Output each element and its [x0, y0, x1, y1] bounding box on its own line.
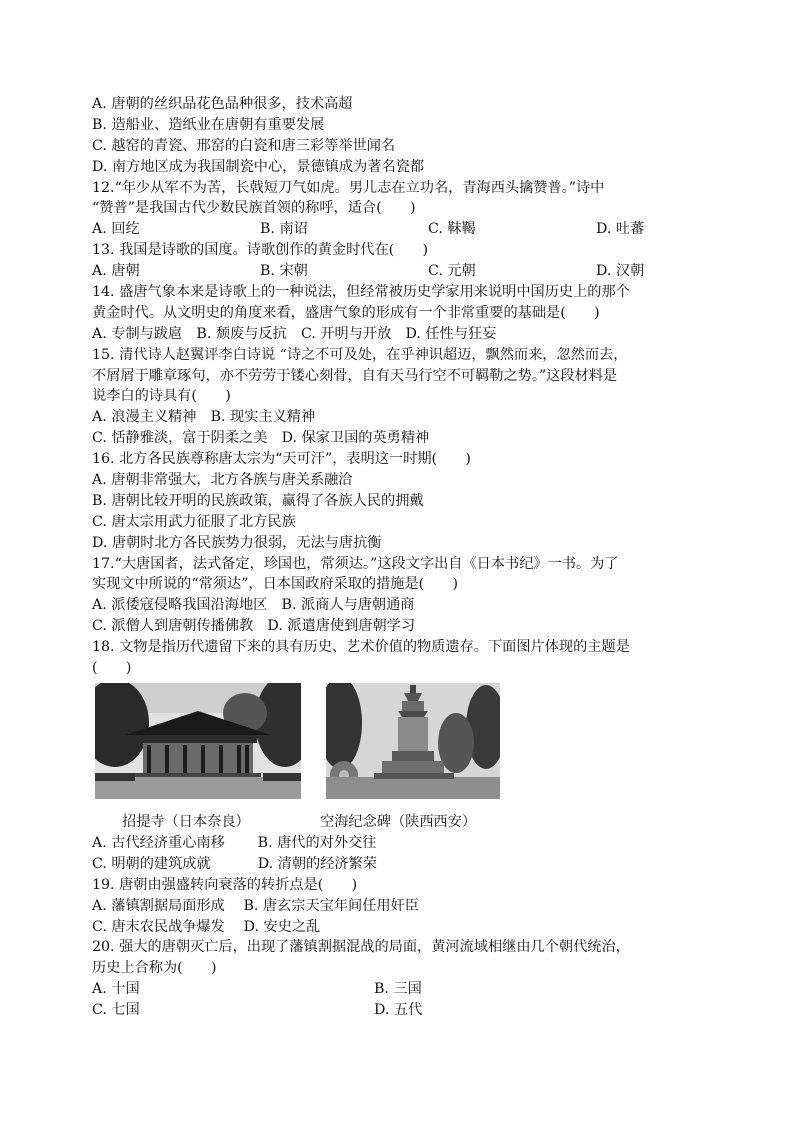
q20-option-a: A. 十国 [92, 981, 140, 998]
q17-stem-line2: 实现文中所说的“常须达”，日本国政府采取的措施是( ) [92, 576, 459, 593]
q20-options-cd [92, 1000, 704, 1021]
q17-options-cd: C. 派僧人到唐朝传播佛教 D. 派遣唐使到唐朝学习 [92, 618, 416, 635]
q15-options-cd: C. 恬静雅淡，富于阴柔之美 D. 保家卫国的英勇精神 [92, 430, 430, 447]
q13-options [92, 261, 704, 282]
q12-option-b: B. 南诏 [260, 221, 308, 238]
q12-options [92, 219, 704, 240]
q14-stem-line1: 14. 盛唐气象本来是诗歌上的一种说法，但经常被历史学家用来说明中国历史上的那个 [92, 284, 630, 301]
q18-stem-line1: 18. 文物是指历代遗留下来的具有历史、艺术价值的物质遗存。下面图片体现的主题是 [92, 639, 630, 656]
q15-stem-line2: 不屑屑于雕章琢句，亦不劳劳于镂心刻骨，自有天马行空不可羁勒之势。”这段材料是 [92, 367, 618, 384]
q19-options-cd: C. 唐末农民战争爆发 D. 安史之乱 [92, 918, 321, 935]
q13-option-b: B. 宋朝 [260, 263, 308, 280]
q14-options: A. 专制与跋扈 B. 颓废与反抗 C. 开明与开放 D. 任性与狂妄 [92, 325, 497, 342]
q12-stem-line2: “赞普”是我国古代少数民族首领的称呼，适合( ) [92, 200, 416, 217]
q11-option-d: D. 南方地区成为我国制瓷中心，景德镇成为著名瓷都 [92, 158, 425, 175]
q18-captions [92, 811, 704, 833]
q13-stem: 13. 我国是诗歌的国度。诗歌创作的黄金时代在( ) [92, 242, 429, 259]
q20-option-b: B. 三国 [374, 981, 422, 998]
q20-stem-line2: 历史上合称为( ) [92, 960, 217, 977]
q15-stem-line3: 说李白的诗具有( ) [92, 388, 231, 405]
q13-option-a: A. 唐朝 [92, 263, 140, 280]
q14-stem-line2: 黄金时代。从文明史的角度来看，盛唐气象的形成有一个非常重要的基础是( ) [92, 304, 600, 321]
q17-options-ab: A. 派倭寇侵略我国沿海地区 B. 派商人与唐朝通商 [92, 597, 415, 614]
q18-options-cd: C. 明朝的建筑成就 D. 清朝的经济繁荣 [92, 855, 377, 872]
q11-option-b: B. 造船业、造纸业在唐朝有重要发展 [92, 116, 325, 133]
temple-caption: 招提寺（日本奈良） [122, 813, 250, 830]
q11-option-a: A. 唐朝的丝织品花色品种很多，技术高超 [92, 96, 353, 112]
q15-stem-line1: 15. 清代诗人赵翼评李白诗说 “诗之不可及处，在乎神识超迈，飘然而来，忽然而去， [92, 346, 628, 363]
q12-option-c: C. 靺鞨 [428, 221, 476, 238]
monument-photo [326, 683, 500, 799]
q20-option-c: C. 七国 [92, 1002, 140, 1019]
q12-stem-line1: 12.“年少从军不为苦，长戟短刀气如虎。男儿志在立功名，青海西头擒赞普。”诗中 [92, 179, 605, 196]
q13-option-c: C. 元朝 [428, 263, 476, 280]
q19-options-ab: A. 藩镇割据局面形成 B. 唐玄宗天宝年间任用奸臣 [92, 897, 419, 914]
q13-option-d: D. 汉朝 [596, 263, 645, 280]
q18-stem-line2: ( ) [92, 660, 132, 677]
q16-option-d: D. 唐朝时北方各民族势力很弱，无法与唐抗衡 [92, 534, 382, 551]
q16-option-a: A. 唐朝非常强大，北方各族与唐关系融洽 [92, 472, 353, 489]
temple-photo [95, 683, 301, 799]
monument-caption: 空海纪念碑（陕西西安） [320, 813, 477, 830]
q20-options-ab [92, 979, 704, 1000]
q20-option-d: D. 五代 [374, 1002, 423, 1019]
q12-option-a: A. 回纥 [92, 221, 140, 238]
q15-options-ab: A. 浪漫主义精神 B. 现实主义精神 [92, 409, 316, 426]
q18-images [92, 683, 704, 811]
q16-option-b: B. 唐朝比较开明的民族政策，赢得了各族人民的拥戴 [92, 492, 424, 509]
q16-stem: 16. 北方各民族尊称唐太宗为“天可汗”，表明这一时期( ) [92, 451, 471, 468]
q19-stem: 19. 唐朝由强盛转向衰落的转折点是( ) [92, 876, 358, 893]
q12-option-d: D. 吐蕃 [596, 221, 645, 238]
q18-options-ab: A. 古代经济重心南移 B. 唐代的对外交往 [92, 834, 377, 851]
q11-option-c: C. 越窑的青瓷、邢窑的白瓷和唐三彩等举世闻名 [92, 137, 396, 154]
q17-stem-line1: 17.“大唐国者，法式备定，珍国也，常须达。”这段文字出自《日本书纪》一书。为了 [92, 555, 619, 572]
exam-page [92, 94, 704, 1021]
q16-option-c: C. 唐太宗用武力征服了北方民族 [92, 513, 296, 530]
q20-stem-line1: 20. 强大的唐朝灭亡后，出现了藩镇割据混战的局面，黄河流域相继由几个朝代统治， [92, 939, 630, 956]
